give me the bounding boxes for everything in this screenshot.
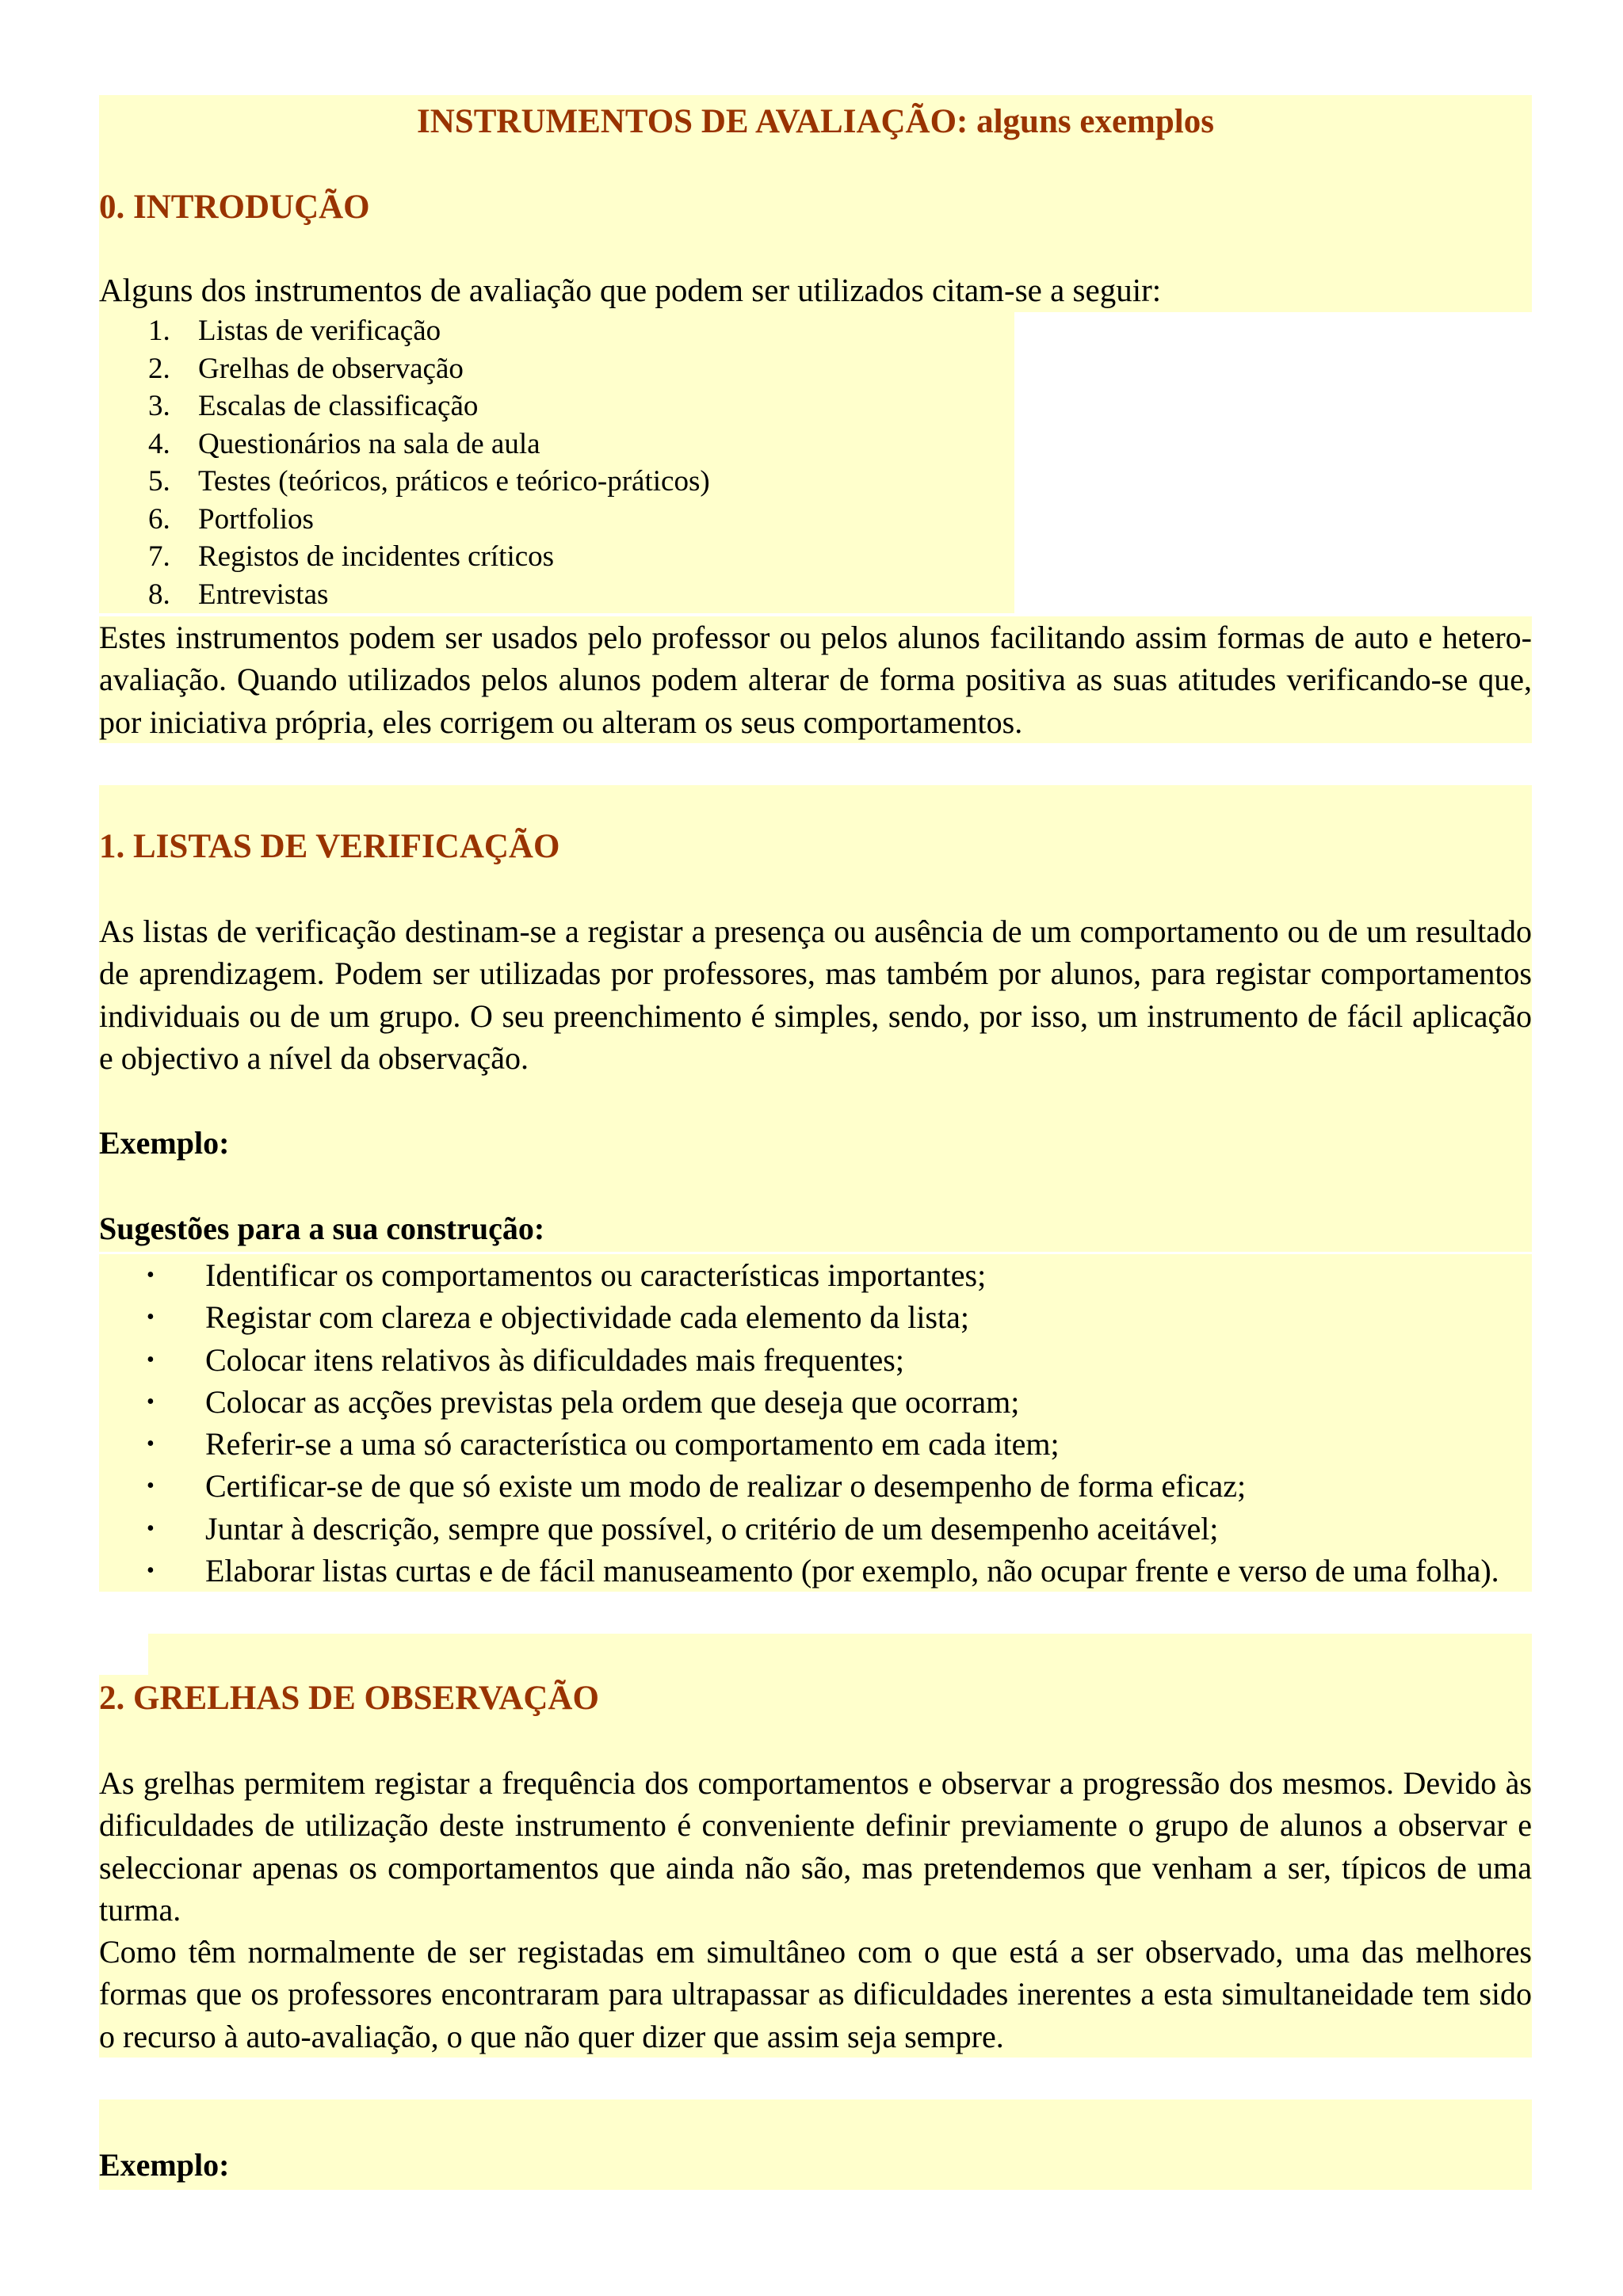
grelhas-body-paragraph-1: As grelhas permitem registar a frequência dos comportamentos e observar a progressão dos mesmos. Devido às dificuldades de utilização deste instrumento é conveniente definir previamente o grupo de alunos a observar e seleccionar apenas os comportamentos que ainda não são, mas pretendemos que venham a ser, típicos de uma turma. [99,1762,1532,1931]
highlight-gap [99,2100,1532,2141]
list-item: • Colocar itens relativos às dificuldades mais frequentes; [99,1339,1532,1381]
section-heading-introducao: 0. INTRODUÇÃO [99,184,1532,231]
listas-example-label: Exemplo: [99,1120,1532,1166]
highlight-gap [99,1079,1532,1120]
list-item: 5. Testes (teóricos, práticos e teórico-práticos) [99,463,1532,501]
list-item: • Certificar-se de que só existe um modo de realizar o desempenho de forma eficaz; [99,1465,1532,1507]
list-item: 1. Listas de verificação [99,312,1532,350]
highlight-gap [99,871,1532,910]
intro-closing-paragraph: Estes instrumentos podem ser usados pelo professor ou pelos alunos facilitando assim formas de auto e hetero-avaliação. Quando utilizados pelos alunos podem alterar de forma positiva as suas atitudes verificando-se que, por iniciativa própria, eles corrigem ou alteram os seus comportamentos. [99,616,1532,743]
document-title: INSTRUMENTOS DE AVALIAÇÃO: alguns exemplos [99,95,1532,149]
highlight-gap [99,1722,1532,1762]
highlight-gap [99,785,1532,823]
highlight-gap [99,1166,1532,1206]
grelhas-example-label: Exemplo: [99,2141,1532,2190]
intro-lead-paragraph: Alguns dos instrumentos de avaliação que podem ser utilizados citam-se a seguir: [99,268,1532,312]
grelhas-body-paragraph-2: Como têm normalmente de ser registadas em simultâneo com o que está a ser observado, uma das melhores formas que os professores encontraram para ultrapassar as dificuldades inerentes a esta simultaneidade tem sido o recurso à auto-avaliação, o que não quer dizer que assim seja sempre. [99,1931,1532,2058]
suggestions-list [99,1254,1532,1592]
list-item: • Colocar as acções previstas pela ordem que deseja que ocorram; [99,1381,1532,1423]
listas-body-paragraph: As listas de verificação destinam-se a registar a presença ou ausência de um comportamento ou de um resultado de aprendizagem. Podem ser utilizadas por professores, mas também por alunos, para registar comportamentos individuais ou de um grupo. O seu preenchimento é simples, sendo, por isso, um instrumento de fácil aplicação e objectivo a nível da observação. [99,910,1532,1079]
section-heading-grelhas-observacao: 2. GRELHAS DE OBSERVAÇÃO [99,1675,1532,1722]
list-item: 3. Escalas de classificação [99,387,1532,425]
list-item: • Referir-se a uma só característica ou comportamento em cada item; [99,1423,1532,1465]
section-heading-listas-verificacao: 1. LISTAS DE VERIFICAÇÃO [99,823,1532,871]
highlight-gap [148,1634,1532,1675]
list-item: • Registar com clareza e objectividade cada elemento da lista; [99,1296,1532,1338]
list-item: 8. Entrevistas [99,576,1532,614]
highlight-gap [99,149,1532,184]
list-item: 2. Grelhas de observação [99,350,1532,388]
list-item: 4. Questionários na sala de aula [99,425,1532,463]
list-item: 7. Registos de incidentes críticos [99,538,1532,576]
suggestions-label: Sugestões para a sua construção: [99,1206,1532,1252]
list-item: • Elaborar listas curtas e de fácil manuseamento (por exemplo, não ocupar frente e verso de uma folha). [99,1550,1532,1592]
list-item: • Juntar à descrição, sempre que possível, o critério de um desempenho aceitável; [99,1508,1532,1550]
instruments-list [99,312,1532,613]
list-item: 6. Portfolios [99,501,1532,539]
highlight-gap [99,231,1532,268]
list-item: • Identificar os comportamentos ou características importantes; [99,1254,1532,1296]
